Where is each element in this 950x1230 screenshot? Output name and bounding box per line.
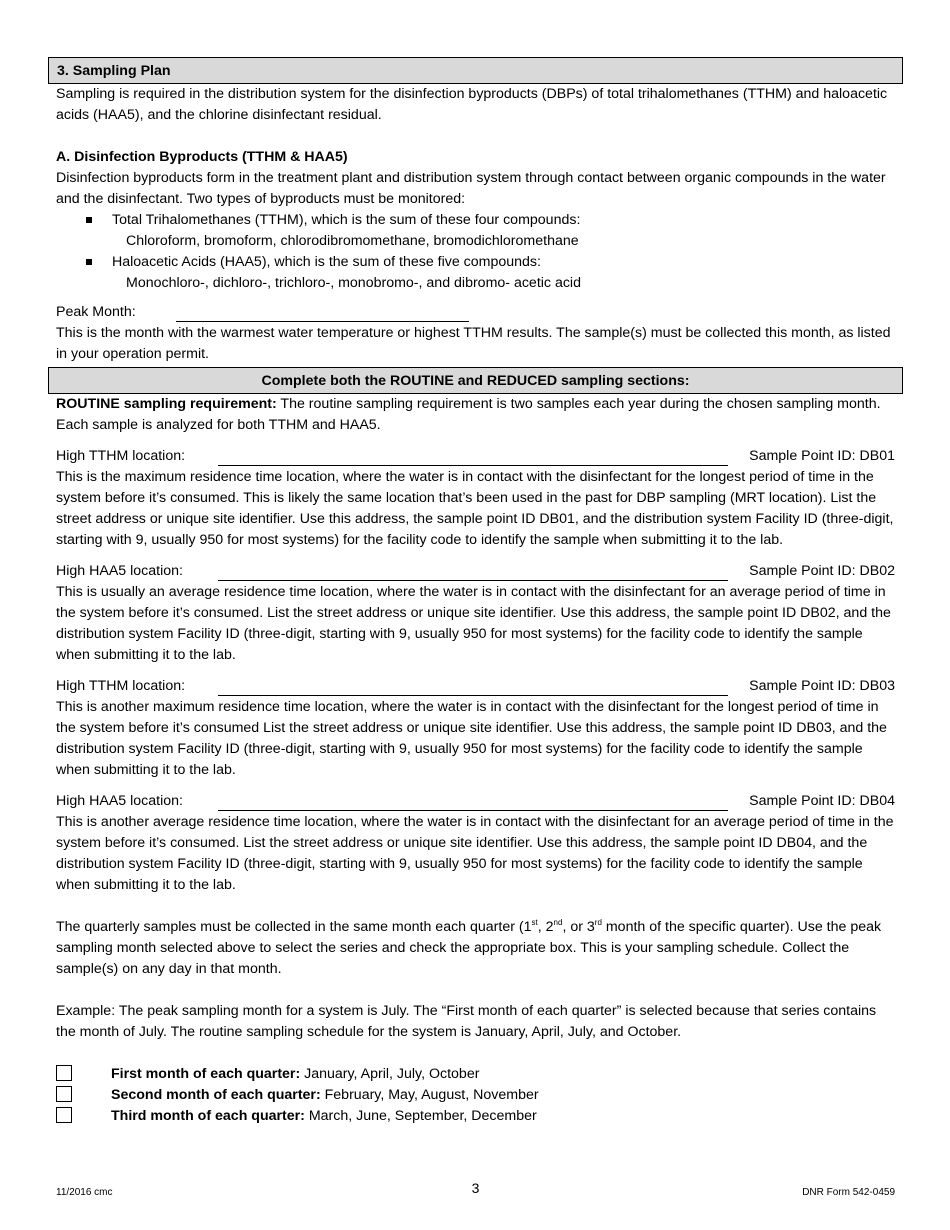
sample-point-id: Sample Point ID: DB04 — [749, 793, 895, 809]
peak-month-row — [56, 302, 899, 323]
option-first-month: First month of each quarter: January, April, July, October — [56, 1064, 899, 1085]
location-label: High TTHM location: — [56, 678, 186, 694]
routine-requirement: ROUTINE sampling requirement: The routine sampling requirement is two samples each year during the chosen sampling month. Each sample is analyzed for both TTHM and HAA5. — [56, 396, 881, 433]
section-title: 3. Sampling Plan — [57, 63, 171, 79]
location-row-db01 — [56, 446, 899, 467]
section-intro: Sampling is required in the distribution system for the disinfection byproducts (DBPs) of total trihalomethanes (TTHM) and haloacetic acids (HAA5), and the chlorine disinfectant residual. — [56, 86, 888, 123]
complete-sections-header: Complete both the ROUTINE and REDUCED sampling sections: — [48, 367, 903, 394]
location-label: High TTHM location: — [56, 448, 186, 464]
example-text: Example: The peak sampling month for a system is July. The “First month of each quarter” is selected because that series contains the month of July. The routine sampling schedule for the system is January, April, July, and October. — [56, 1003, 877, 1040]
location-field-db01[interactable] — [218, 446, 728, 466]
bullet-detail: Monochloro-, dichloro-, trichloro-, monobromo-, and dibromo- acetic acid — [126, 275, 581, 291]
second-month-checkbox[interactable] — [56, 1086, 72, 1102]
location-label: High HAA5 location: — [56, 563, 183, 579]
form-id: DNR Form 542-0459 — [802, 1187, 895, 1198]
page-footer — [48, 1178, 903, 1198]
dbp-description: Disinfection byproducts form in the treatment plant and distribution system through contact between organic compounds in the water and the disinfectant. Two types of byproducts must be monitored: — [56, 170, 886, 207]
first-month-checkbox[interactable] — [56, 1065, 72, 1081]
option-third-month: Third month of each quarter: March, June, September, December — [56, 1106, 899, 1127]
bullet-icon — [86, 217, 92, 223]
location-label: High HAA5 location: — [56, 793, 183, 809]
bullet-icon — [86, 259, 92, 265]
dbp-heading: A. Disinfection Byproducts (TTHM & HAA5) — [56, 149, 348, 165]
sample-point-id: Sample Point ID: DB03 — [749, 678, 895, 694]
sample-point-id: Sample Point ID: DB02 — [749, 563, 895, 579]
peak-month-field[interactable] — [176, 302, 469, 322]
quarterly-instructions: The quarterly samples must be collected in the same month each quarter (1st, 2nd, or 3rd month of the specific quarter). Use the peak sampling month selected above to select the series and check the appropriate box. This is your sampling schedule. Collect the sample(s) on any day in that month. — [56, 918, 882, 977]
location-row-db02 — [56, 561, 899, 582]
location-field-db04[interactable] — [218, 791, 728, 811]
location-field-db03[interactable] — [218, 676, 728, 696]
location-description: This is another average residence time location, where the water is in contact with the disinfectant for an average period of time in the system before it’s consumed. List the street address or unique site identifier. Use this address, the sample point ID DB04, and the distribution system Facility ID (three-digit, starting with 9, usually 950 for most systems) for the facility code to identify the sample when submitting it to the lab. — [56, 814, 894, 893]
option-second-month: Second month of each quarter: February, May, August, November — [56, 1085, 899, 1106]
peak-month-label: Peak Month: — [56, 304, 136, 320]
section-header — [48, 57, 903, 84]
peak-month-note: This is the month with the warmest water temperature or highest TTHM results. The sample(s) must be collected this month, as listed in your operation permit. — [56, 325, 891, 362]
sample-point-id: Sample Point ID: DB01 — [749, 448, 895, 464]
third-month-checkbox[interactable] — [56, 1107, 72, 1123]
bullet-detail: Chloroform, bromoform, chlorodibromomethane, bromodichloromethane — [126, 233, 579, 249]
location-row-db03 — [56, 676, 899, 697]
list-item: Total Trihalomethanes (TTHM), which is the sum of these four compounds: — [56, 210, 899, 231]
footer-date-code: 11/2016 cmc — [56, 1187, 113, 1198]
location-description: This is the maximum residence time location, where the water is in contact with the disinfectant for the longest period of time in the system before it’s consumed. This is likely the same location that’s been used in the past for DBP sampling (MRT location). List the street address or unique site identifier. Use this address, the sample point ID DB01, and the distribution system Facility ID (three-digit, starting with 9, usually 950 for most systems) for the facility code to identify the sample when submitting it to the lab. — [56, 469, 894, 548]
location-description: This is usually an average residence time location, where the water is in contact with the disinfectant for an average period of time in the system before it’s consumed. List the street address or unique site identifier. Use this address, the sample point ID DB02, and the distribution system Facility ID (three-digit, starting with 9, usually 950 for most systems) for the facility code to identify the sample when submitting it to the lab. — [56, 584, 891, 663]
form-page — [48, 57, 903, 1127]
list-item: Haloacetic Acids (HAA5), which is the sum of these five compounds: — [56, 252, 899, 273]
location-row-db04 — [56, 791, 899, 812]
location-description: This is another maximum residence time location, where the water is in contact with the disinfectant for the longest period of time in the system before it’s consumed List the street address or unique site identifier. Use this address, the sample point ID DB03, and the distribution system Facility ID (three-digit, starting with 9, usually 950 for most systems) for the facility code to identify the sample when submitting it to the lab. — [56, 699, 887, 778]
byproduct-list — [56, 210, 899, 231]
page-number: 3 — [471, 1180, 480, 1196]
location-field-db02[interactable] — [218, 561, 728, 581]
